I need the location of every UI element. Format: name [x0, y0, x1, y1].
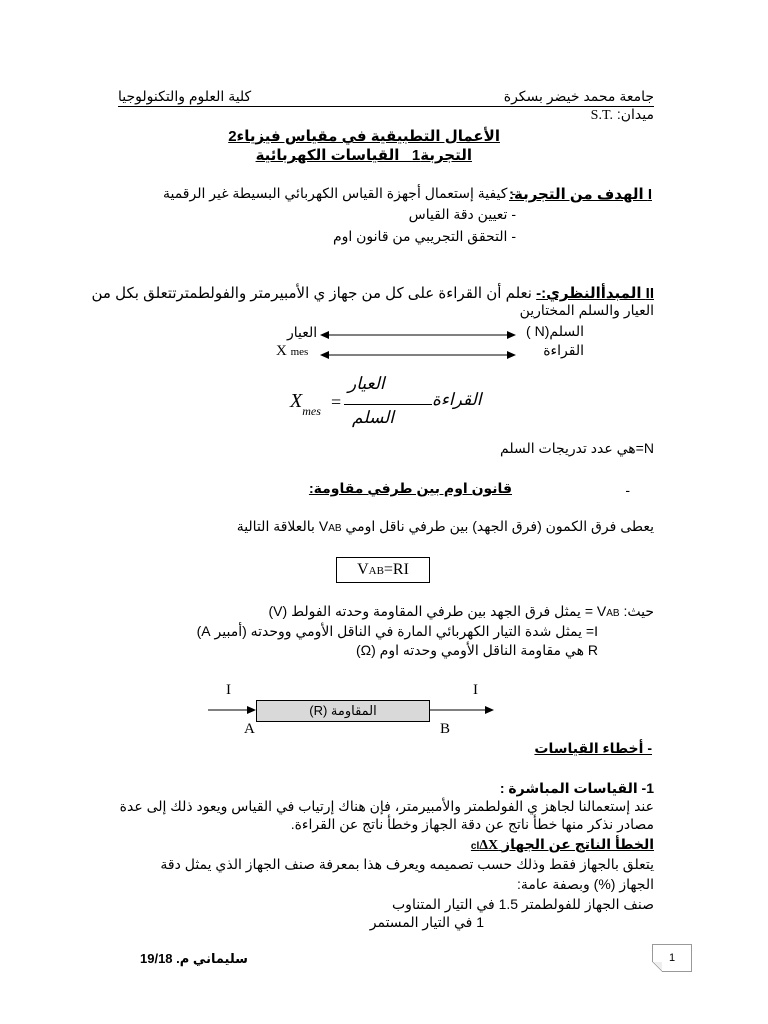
page-number: 1 — [652, 944, 692, 972]
xmes-label: X mes — [276, 343, 309, 359]
footer-author: سليماني م. 19/18 — [140, 951, 248, 966]
field-label: ميدان: — [616, 106, 654, 122]
reading-label: القراءة — [543, 342, 584, 358]
node-a-label: A — [244, 721, 255, 737]
formula-xmes: $X_{mes}$ — [290, 390, 321, 418]
direct-measurements-text-1: عند إستعمالنا لجاهز ي الفولطمتر والأمبيرمتر، فإن هناك إرتياب في القياس ويعود ذلك إلى عدة — [119, 798, 654, 814]
instrument-error-text-1: يتعلق بالجهاز فقط وذلك حسب تصميمه ويعرف هذا بمعرفة صنف الجهاز الذي يمثل دقة — [160, 856, 654, 872]
definition-current: I= يمثل شدة التيار الكهربائي المارة في الناقل الأومي ووحدته (أمبير A) — [196, 623, 598, 639]
faculty-name: كلية العلوم والتكنولوجيا — [118, 88, 252, 104]
voltmeter-class-dc: 1 في التيار المستمر — [369, 914, 484, 930]
page-title: الأعمال التطبيقية في مقياس فيزياء2 — [228, 128, 500, 145]
theory-heading: II المبدأالنظري:- — [536, 285, 654, 302]
field-value: S.T. — [590, 108, 613, 123]
university-name: جامعة محمد خيضر بسكرة — [503, 88, 654, 104]
header-rule — [118, 106, 654, 107]
theory-text-1: نعلم أن القراءة على كل من جهاز ي الأمبيرمتر والفولطمترتتعلق بكل من — [91, 285, 532, 302]
formula-denominator: السلم — [352, 408, 395, 427]
instrument-error-text-2: الجهاز (%) وبصفة عامة: — [516, 876, 654, 892]
objective-heading: I الهدف من التجربة: — [509, 186, 652, 203]
double-arrow-2 — [320, 348, 516, 362]
ohm-intro: يعطى فرق الكمون (فرق الجهد) بين طرفي ناقل اومي VAB بالعلاقة التالية — [236, 518, 654, 534]
current-label-left: I — [226, 682, 231, 698]
n-definition: N=هي عدد تدريجات السلم — [500, 440, 654, 456]
calibre-label: العيار — [287, 324, 318, 340]
theory-line-1 — [92, 284, 655, 302]
objective-item-3: - التحقق التجريبي من قانون اوم — [332, 228, 516, 244]
formula-fraction-bar — [344, 404, 432, 405]
objective-item-1: - كيفية إستعمال أجهزة القياس الكهربائي البسيطة غير الرقمية — [162, 185, 516, 201]
wire-left-arrow — [208, 704, 256, 716]
ohm-heading: قانون اوم بين طرفي مقاومة: — [308, 480, 512, 496]
definition-vab: حيث: VAB = يمثل فرق الجهد بين طرفي المقاومة وحدته الفولط (V) — [268, 603, 654, 619]
voltmeter-class-ac: صنف الجهاز للفولطمتر 1.5 في التيار المتناوب — [392, 896, 654, 912]
current-label-right: I — [473, 682, 478, 698]
formula-reading: القراءة — [432, 390, 482, 409]
formula-equals: = — [331, 392, 342, 412]
direct-measurements-heading: 1- القياسات المباشرة : — [499, 780, 654, 796]
theory-text-2: العيار والسلم المختارين — [519, 302, 654, 318]
direct-measurements-text-2: مصادر نذكر منها خطأ ناتج عن دقة الجهاز وخطأ ناتج عن القراءة. — [290, 816, 654, 832]
double-arrow-1 — [320, 328, 516, 342]
scale-label: السلم(N ) — [526, 323, 584, 339]
wire-right-arrow — [430, 704, 494, 716]
errors-heading: - أخطاء القياسات — [534, 740, 652, 756]
objective-item-2: - تعيين دقة القياس — [408, 206, 516, 222]
ohm-bullet: - — [625, 482, 630, 498]
formula-numerator: العيار — [348, 374, 385, 393]
resistor: المقاومة (R) — [256, 700, 430, 722]
definition-resistance: R هي مقاومة الناقل الأومي وحدته اوم (Ω) — [355, 642, 598, 658]
field-line — [591, 106, 654, 124]
node-b-label: B — [440, 721, 451, 737]
page-subtitle: التجربة1_ القياسات الكهربائية — [255, 147, 472, 164]
ohm-law-formula: VAB=RI — [336, 557, 430, 583]
instrument-error-heading: الخطأ الناتج عن الجهاز ΔXcl — [470, 836, 654, 853]
